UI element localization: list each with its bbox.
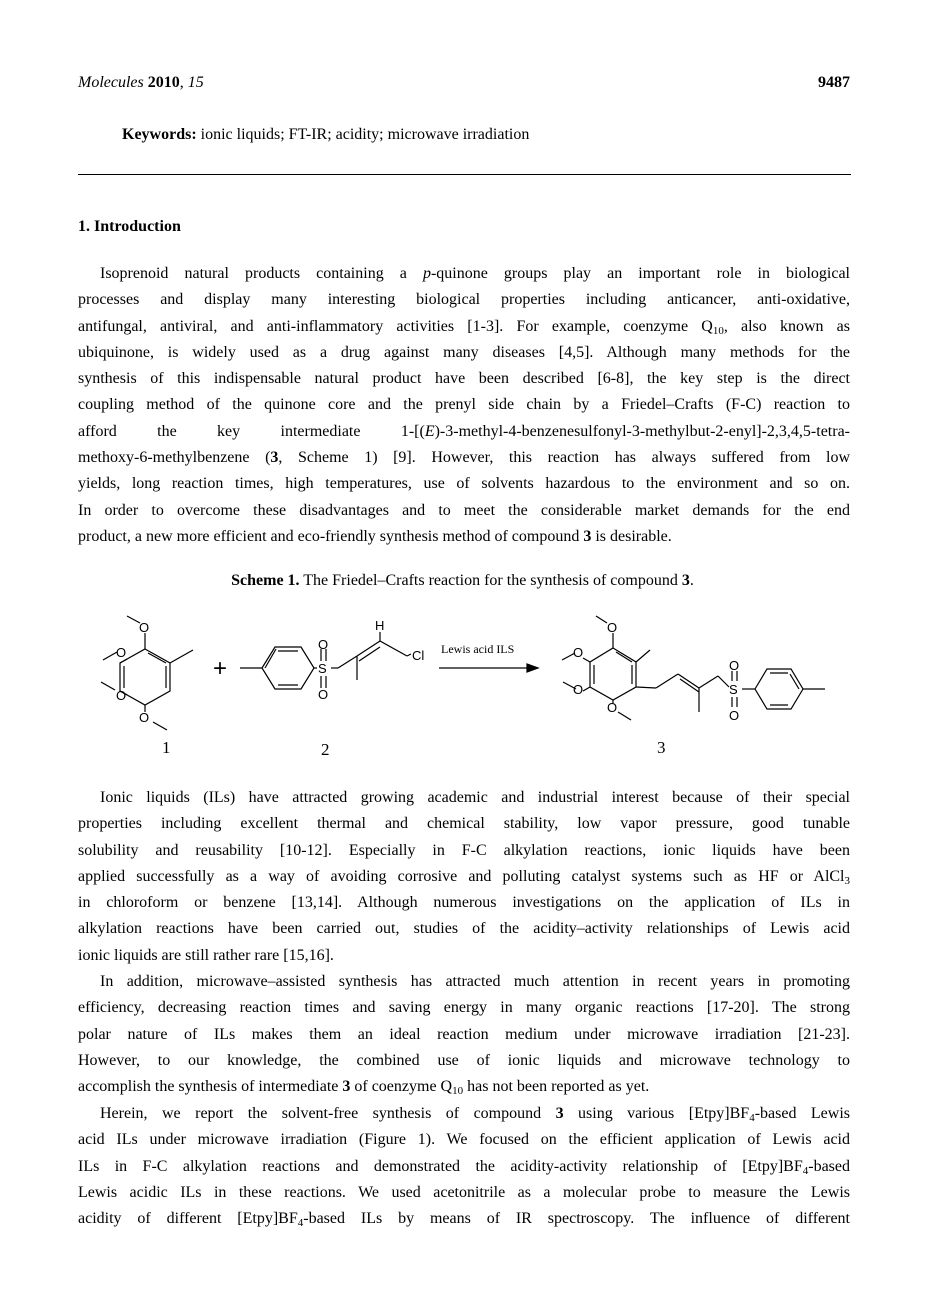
plus-sign: +	[213, 655, 228, 682]
compound-number-1: 1	[162, 738, 171, 757]
compound-number-2: 2	[321, 740, 330, 759]
journal-citation: Molecules 2010, 15	[78, 74, 204, 91]
atom-O: O	[607, 620, 618, 635]
atom-Cl: Cl	[412, 648, 425, 663]
atom-S: S	[729, 682, 738, 697]
text-line: product, a new more efficient and eco-friendly synthesis method of compound 3 is desirable.	[78, 527, 672, 545]
keywords-text: ionic liquids; FT-IR; acidity; microwave irradiation	[200, 126, 530, 143]
text-line: In order to overcome these disadvantages and to meet the considerable market demands for the end	[78, 501, 850, 519]
text-line: efficiency, decreasing reaction times and saving energy in many organic reactions [17-20]. The strong	[78, 999, 850, 1017]
text-line: coupling method of the quinone core and the prenyl side chain by a Friedel–Crafts (F-C) reaction to	[78, 396, 850, 414]
reaction-arrow	[439, 664, 538, 672]
text-line: Ionic liquids (ILs) have attracted growing academic and industrial interest because of their special	[100, 789, 850, 806]
text-line: acid ILs under microwave irradiation (Figure 1). We focused on the efficient application of Lewis acid	[78, 1131, 850, 1149]
text-line: methoxy-6-methylbenzene (3, Scheme 1) [9]. However, this reaction has always suffered from low	[78, 449, 850, 467]
atom-O: O	[116, 645, 127, 660]
atom-O: O	[729, 708, 740, 723]
keywords-label: Keywords:	[122, 126, 197, 143]
text-line: applied successfully as a way of avoiding corrosive and polluting catalyst systems such as HF or AlCl$_3$	[78, 867, 850, 887]
atom-O: O	[573, 682, 584, 697]
page-number: 9487	[818, 74, 850, 91]
text-line: solubility and reusability [10-12]. Especially in F-C alkylation reactions, ionic liquids have been	[78, 841, 850, 859]
horizontal-divider	[78, 174, 851, 175]
keywords-line	[122, 126, 529, 144]
section-heading: 1. Introduction	[78, 218, 181, 235]
running-header	[78, 74, 850, 96]
text-line: Lewis acidic ILs in these reactions. We used acetonitrile as a molecular probe to measure the Lewis	[78, 1183, 850, 1201]
text-line: However, to our knowledge, the combined use of ionic liquids and microwave technology to	[78, 1051, 850, 1069]
text-line: properties including excellent thermal and chemical stability, low vapor pressure, good tunable	[78, 815, 850, 833]
arrow-label: Lewis acid ILS	[441, 642, 515, 656]
atom-O: O	[729, 658, 740, 673]
text-line: In addition, microwave–assisted synthesis has attracted much attention in recent years in promoting	[100, 973, 850, 990]
compound-3-structure	[562, 616, 825, 720]
text-line: ionic liquids are still rather rare [15,16].	[78, 946, 334, 964]
text-line: accomplish the synthesis of intermediate 3 of coenzyme $Q_{10}$ has not been reported as yet.	[78, 1078, 650, 1098]
paragraph-microwave	[78, 969, 850, 1100]
atom-O: O	[139, 620, 150, 635]
compound-number-3: 3	[657, 738, 666, 757]
scheme-caption: Scheme 1. The Friedel–Crafts reaction for the synthesis of compound 3.	[231, 572, 694, 589]
text-line: in chloroform or benzene [13,14]. Although numerous investigations on the application of ILs in	[78, 894, 850, 912]
atom-O: O	[116, 688, 127, 703]
text-line: synthesis of this indispensable natural product have been described [6-8], the key step is the direct	[78, 370, 850, 388]
text-line: polar nature of ILs makes them an ideal reaction medium under microwave irradiation [21-23].	[78, 1025, 850, 1043]
atom-O: O	[573, 645, 584, 660]
text-line: yields, long reaction times, high temperatures, use of solvents hazardous to the environment and so on.	[78, 475, 850, 493]
paragraph-herein	[78, 1101, 850, 1232]
text-line: ILs in F-C alkylation reactions and demonstrated the acidity-activity relationship of $[Etpy]BF_4$-based	[78, 1157, 850, 1177]
text-line: processes and display many interesting biological properties including anticancer, anti-oxidative,	[78, 291, 850, 309]
text-line: antifungal, antiviral, and anti-inflammatory activities [1-3]. For example, coenzyme $Q_{10}$, also known as	[78, 317, 851, 337]
text-line: ubiquinone, is widely used as a drug against many diseases [4,5]. Although many methods for the	[78, 343, 850, 361]
text-line: alkylation reactions have been carried out, studies of the acidity–activity relationships of Lewis acid	[78, 920, 850, 938]
atom-S: S	[318, 661, 327, 676]
reaction-scheme	[95, 612, 835, 762]
atom-O: O	[318, 637, 329, 652]
text-line: afford the key intermediate 1-[(E)-3-methyl-4-benzenesulfonyl-3-methylbut-2-enyl]-2,3,4,5-tetra-	[78, 422, 850, 440]
atom-O: O	[318, 687, 329, 702]
text-line: Herein, we report the solvent-free synthesis of compound 3 using various $[Etpy]BF_4$-based Lewis	[100, 1105, 851, 1124]
paragraph-intro	[78, 261, 850, 550]
text-line: acidity of different $[Etpy]BF_4$-based ILs by means of IR spectroscopy. The influence of different	[78, 1210, 850, 1230]
atom-O: O	[139, 710, 150, 725]
atom-O: O	[607, 700, 618, 715]
atom-H: H	[375, 618, 385, 633]
paragraph-ionic-liquids	[78, 785, 850, 969]
text-line: Isoprenoid natural products containing a p-quinone groups play an important role in biological	[100, 265, 851, 282]
